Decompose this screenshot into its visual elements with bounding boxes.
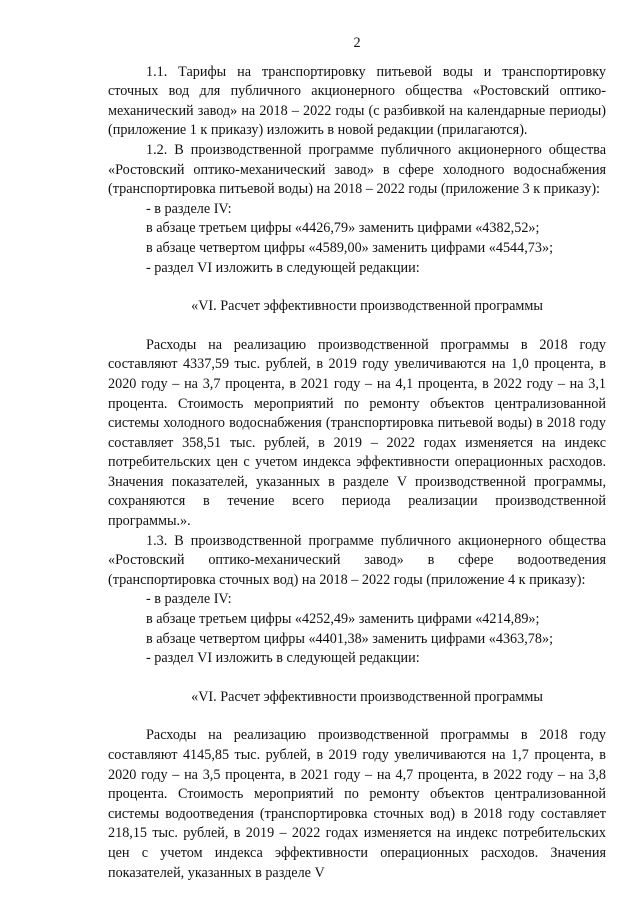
paragraph-expenses-water: Расходы на реализацию производственной программы в 2018 году составляют 4337,59 тыс. рублей, в 2019 году увеличиваются на 1,0 процента, в 2020 году – на 3,7 процента, в 2021 году – на 4,1 процента, в 2022 году – на 3,1 процента. Стоимость мероприятий по ремонту объектов централизованной системы холодного водоснабжения (транспортировка питьевой воды) в 2018 году составляет 358,51 тыс. рублей, в 2019 – 2022 годах изменяется на индекс потребительских цен с учетом индекса эффективности операционных расходов. Значения показателей, указанных в разделе V производственной программы, сохраняются в течение всего периода реализации производственной программы.». [108,336,606,530]
list-item: - раздел VI изложить в следующей редакции: [146,259,420,276]
list-item: в абзаце третьем цифры «4252,49» заменить цифрами «4214,89»; [146,611,540,628]
list-item: в абзаце четвертом цифры «4589,00» заменить цифрами «4544,73»; [146,239,554,256]
paragraph-1-1: 1.1. Тарифы на транспортировку питьевой воды и транспортировку сточных вод для публичного акционерного общества «Ростовский оптико-механический завод» на 2018 – 2022 годы (с разбивкой на календарные периоды) (приложение 1 к приказу) изложить в новой редакции (прилагаются). [108,63,606,139]
list-item: в абзаце четвертом цифры «4401,38» заменить цифрами «4363,78»; [146,630,554,647]
paragraph-1-2: 1.2. В производственной программе публичного акционерного общества «Ростовский оптико-механический завод» в сфере холодного водоснабжения (транспортировка питьевой воды) на 2018 – 2022 годы (приложение 3 к приказу): [108,141,606,198]
list-item: - раздел VI изложить в следующей редакции: [146,650,420,667]
list-item: - в разделе IV: [146,200,232,217]
paragraph-expenses-sewage: Расходы на реализацию производственной программы в 2018 году составляют 4145,85 тыс. рублей, в 2019 году увеличиваются на 1,7 процента, в 2020 году – на 3,5 процента, в 2021 году – на 4,7 процента, в 2022 году – на 3,8 процента. Стоимость мероприятий по ремонту объектов централизованной системы водоотведения (транспортировка сточных вод) в 2018 году составляет 218,15 тыс. рублей, в 2019 – 2022 годах изменяется на индекс потребительских цен с учетом индекса эффективности операционных расходов. Значения показателей, указанных в разделе V [108,727,606,881]
section-heading: «VI. Расчет эффективности производственной программы [191,688,543,705]
list-item: - в разделе IV: [146,591,232,608]
page-number: 2 [353,35,361,51]
section-heading: «VI. Расчет эффективности производственной программы [191,298,543,315]
list-item: в абзаце третьем цифры «4426,79» заменить цифрами «4382,52»; [146,220,540,237]
paragraph-1-3: 1.3. В производственной программе публичного акционерного общества «Ростовский оптико-механический завод» в сфере водоотведения (транспортировка сточных вод) на 2018 – 2022 годы (приложение 4 к приказу): [108,532,606,588]
